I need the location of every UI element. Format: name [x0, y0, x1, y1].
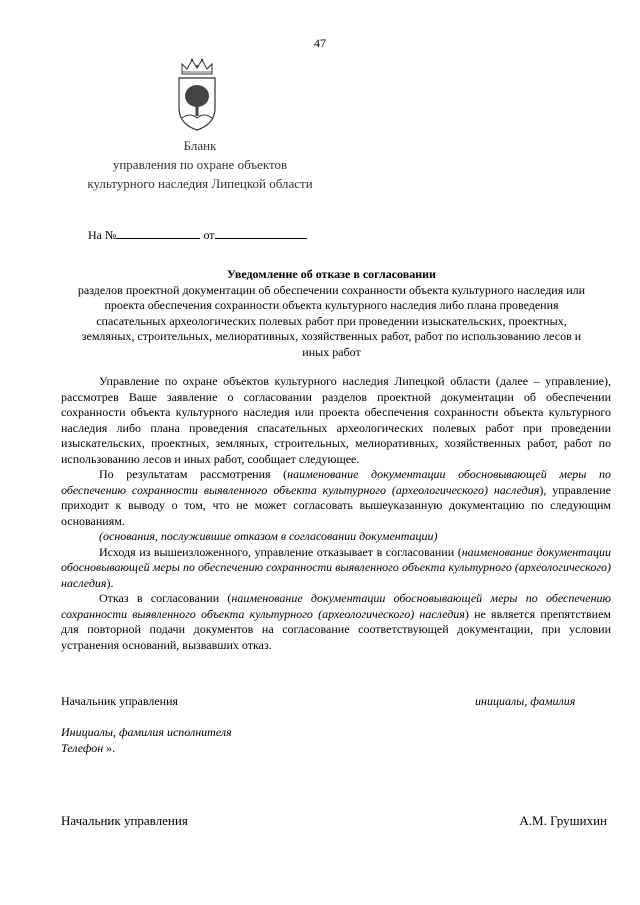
text-span: По результатам рассмотрения (: [99, 467, 288, 481]
closing-quote: ».: [106, 741, 116, 755]
title-heading: Уведомление об отказе в согласовании: [227, 267, 436, 281]
text-span: ), управление приходит к выводу о том, что не может согласовать вышеуказанную документацию по следующим основаниям.: [61, 482, 611, 528]
title-line: разделов проектной документации об обеспечении сохранности объекта культурного наследия или: [77, 282, 586, 297]
page-number: 47: [314, 36, 326, 50]
grounds-placeholder: (основания, послужившие отказом в согласовании документации): [99, 529, 438, 543]
reference-line: [88, 226, 307, 243]
executor-info: [61, 724, 232, 756]
placeholder-text: наименование документации обосновывающей меры по обеспечению сохранности выявленного объекта культурного (археологического) наследия: [61, 544, 611, 590]
signature-position: Начальник управления: [61, 694, 179, 708]
reference-number-field: [116, 226, 200, 239]
text-span: ) не является препятствием для повторной подачи документов на согласование соответствующей документации, при условии устранения оснований, вызвавших отказ.: [61, 606, 612, 652]
text-span: Отказ в согласовании (: [99, 591, 232, 605]
text-span: Исходя из вышеизложенного, управление отказывает в согласовании (: [99, 544, 462, 559]
final-signature-position: Начальник управления: [61, 813, 188, 828]
final-signature: [61, 813, 611, 829]
text-span: ).: [106, 575, 114, 590]
body-paragraph: Управление по охране объектов культурного наследия Липецкой области (далее – управление), рассмотрев Ваше заявление о согласовании разделов проектной документации об обеспечении сохранности объекта культурного наследия или проекта обеспечения сохранности объекта культурного наследия либо плана проведения спасательных археологических полевых работ при проведении изыскательских, проектных, земляных, строительных, мелиоративных, хозяйственных работ, работ по использованию лесов и иных работ, сообщает следующее.: [61, 374, 611, 466]
body-paragraph: [61, 467, 611, 529]
final-signature-name: А.М. Грушихин: [519, 813, 607, 828]
notice-body: [61, 374, 611, 653]
placeholder-text: наименование документации обосновывающей меры по обеспечению сохранности выявленного объекта культурного (археологического) наследия: [61, 591, 611, 621]
title-line: спасательных археологических полевых работ при проведении изыскательских, проектных,: [96, 313, 567, 328]
letterhead: [0, 136, 400, 193]
placeholder-text: наименование документации обосновывающей меры по обеспечению сохранности выявленного объекта культурного (археологического) наследия: [61, 467, 612, 497]
document-title: [54, 267, 609, 360]
letterhead-department: управления по охране объектов: [112, 157, 288, 172]
phone-label: Телефон: [61, 741, 104, 755]
title-line: иных работ: [302, 344, 361, 359]
signature-row: [61, 694, 581, 709]
title-line: земляных, строительных, мелиоративных, хозяйственных работ, работ по использованию лесов и: [81, 329, 582, 343]
title-line: проекта обеспечения сохранности объекта культурного наследия либо плана проведения: [104, 298, 559, 312]
signature-name-placeholder: инициалы, фамилия: [475, 694, 576, 708]
executor-phone: [61, 740, 232, 756]
body-paragraph: [61, 591, 611, 653]
reference-date-label: от: [203, 228, 215, 242]
letterhead-region: культурного наследия Липецкой области: [87, 176, 313, 191]
reference-number-label: На №: [88, 228, 117, 242]
body-paragraph: [61, 545, 611, 592]
letterhead-blank: Бланк: [183, 138, 217, 153]
executor-name: Инициалы, фамилия исполнителя: [61, 725, 232, 739]
reference-date-field: [215, 226, 307, 239]
coat-of-arms-icon: [176, 56, 218, 134]
